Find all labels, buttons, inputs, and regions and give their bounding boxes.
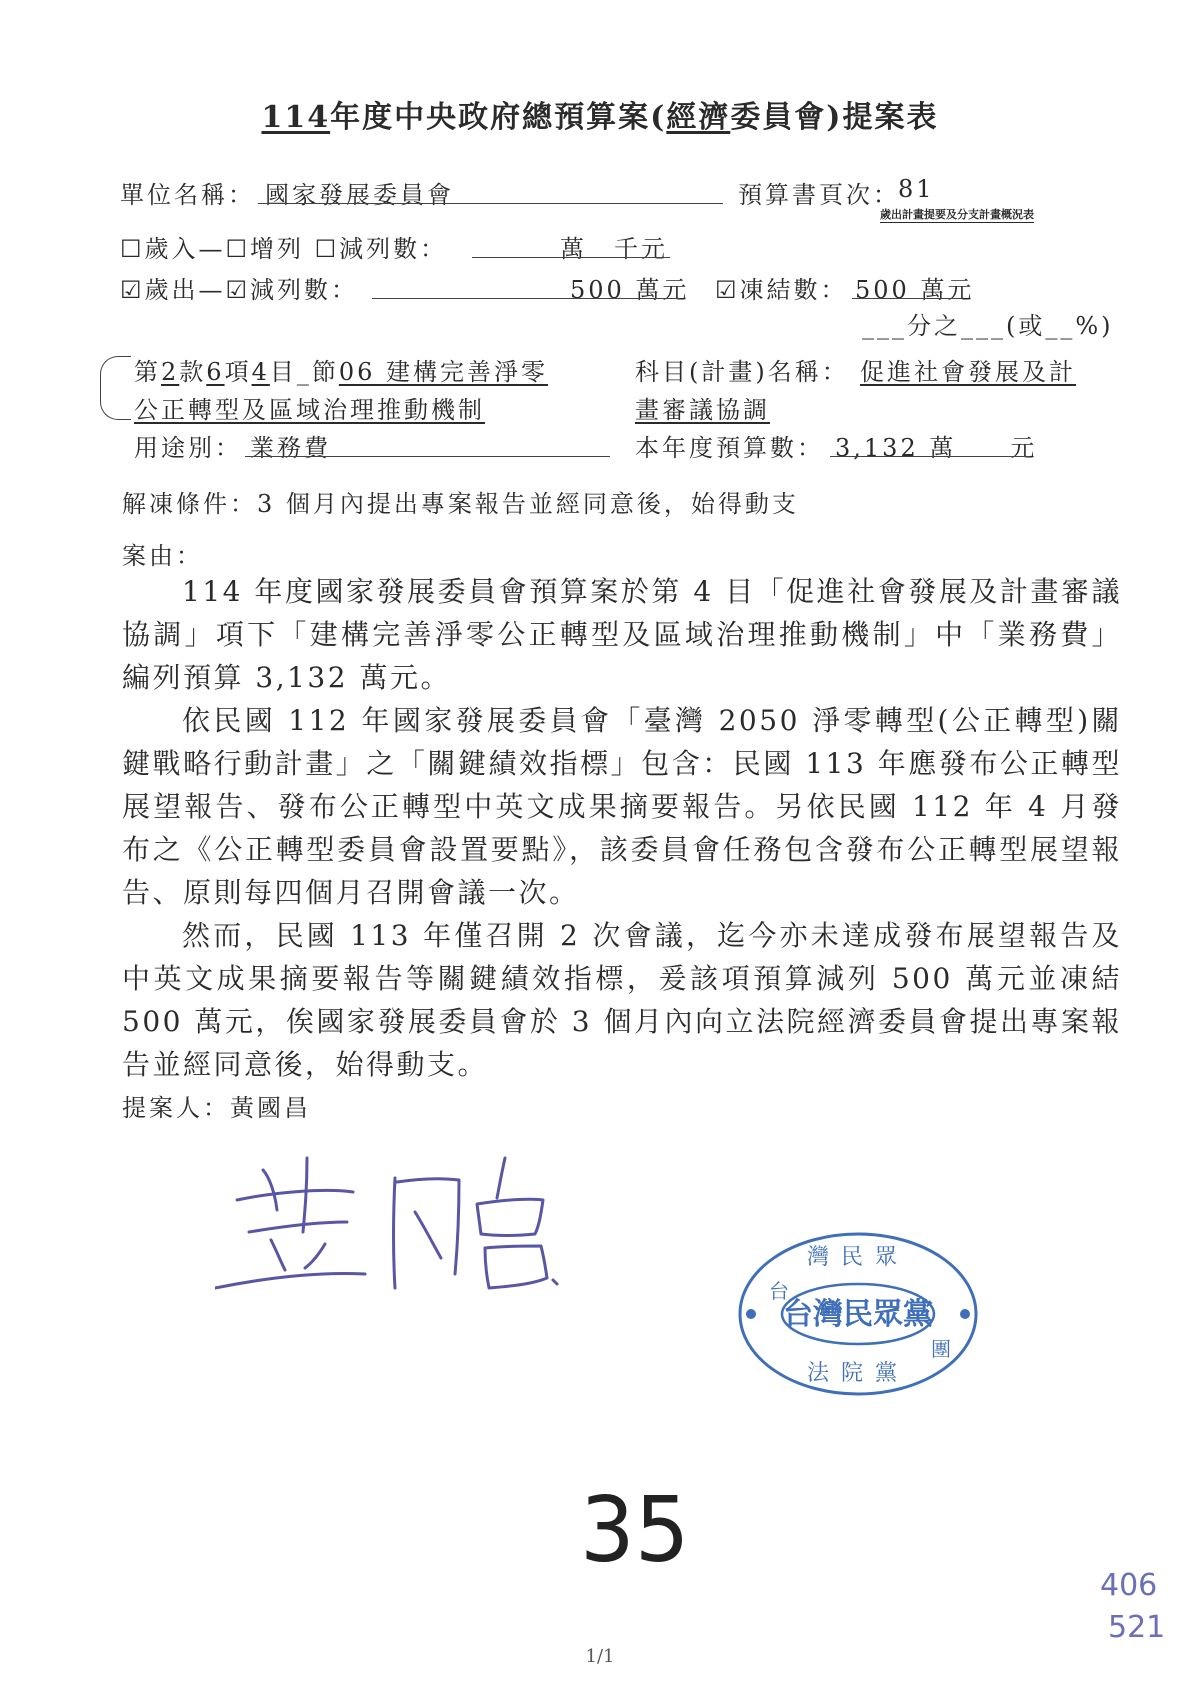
freeze-amount: 500 萬元: [855, 276, 975, 304]
budget-page-label: 預算書頁次：: [738, 181, 900, 209]
title-part2: 委員會)提案表: [730, 100, 939, 135]
stamp-top-text: 灣民眾: [806, 1245, 910, 1270]
item-line-1: 第2款6項4目_節06 建構完善淨零: [134, 358, 549, 386]
reason-label: 案由：: [122, 542, 203, 570]
usage-underline: [245, 456, 610, 457]
budget-page-value: 81: [898, 175, 935, 203]
signature: [215, 1148, 575, 1298]
subject-line-1: 促進社會發展及計: [860, 358, 1076, 386]
margin-note-1: 406: [1100, 1568, 1158, 1603]
unfreeze-condition: 解凍條件：3 個月內提出專案報告並經同意後，始得動支: [122, 490, 799, 518]
title-year: 114: [261, 100, 331, 135]
paragraph-1: 114 年度國家發展委員會預算案於第 4 目「促進社會發展及計畫審議協調」項下「建構完善淨零公正轉型及區域治理推動機制」中「業務費」編列預算 3,132 萬元。: [122, 575, 1122, 694]
bracket-mark: [100, 356, 131, 420]
fraction-row: ___分之___(或__%): [862, 312, 1114, 340]
budget-underline: [830, 456, 1030, 457]
budget-value: 3,132 萬 元: [835, 434, 1038, 462]
paragraph-3: 然而，民國 113 年僅召開 2 次會議，迄今亦未達成發布展望報告及中英文成果摘要報告等關鍵績效指標，爰該項預算減列 500 萬元並凍結 500 萬元，俟國家發展委員會於 3 個月內向立法院經濟委員會提出專案報告並經同意後，始得動支。: [122, 919, 1122, 1081]
stamp-left-text: 台: [769, 1279, 789, 1303]
page-footer: 1/1: [585, 1646, 615, 1667]
page-title: [0, 92, 1200, 136]
stamp-center-text: 台灣民眾黨: [783, 1297, 933, 1332]
usage-label: 用途別：: [134, 434, 242, 462]
unit-label: 單位名稱：: [120, 181, 255, 209]
unit-value: 國家發展委員會: [265, 181, 454, 209]
title-committee: 經濟: [666, 100, 731, 135]
handwritten-number: 35: [580, 1477, 690, 1583]
freeze-underline: [852, 298, 962, 299]
proposer-name: 黃國昌: [230, 1094, 311, 1122]
proposer: [122, 1088, 311, 1123]
title-part1: 年度中央政府總預算案(: [330, 100, 667, 135]
expense-amount: 500 萬元: [570, 276, 690, 304]
reason-body: [122, 570, 1122, 1086]
usage-value: 業務費: [250, 434, 331, 462]
budget-page-note: 歲出計畫提要及分支計畫概況表: [880, 208, 1034, 221]
freeze-label: ☑凍結數：: [715, 276, 848, 304]
revenue-row-text: ☐歲入—☐增列 ☐減列數：: [120, 235, 448, 263]
revenue-underline: [472, 257, 670, 258]
expense-underline: [372, 298, 680, 299]
budget-label: 本年度預算數：: [635, 434, 824, 462]
revenue-amount: 萬 千元: [560, 235, 668, 263]
proposer-label: 提案人：: [122, 1094, 230, 1122]
expense-row-text: ☑歲出—☑減列數：: [120, 276, 359, 304]
item-line-2: 公正轉型及區域治理推動機制: [134, 396, 485, 424]
unit-underline: [258, 203, 723, 204]
subject-label: 科目(計畫)名稱：: [635, 358, 849, 386]
paragraph-2: 依民國 112 年國家發展委員會「臺灣 2050 淨零轉型(公正轉型)關鍵戰略行動計畫」之「關鍵績效指標」包含：民國 113 年應發布公正轉型展望報告、發布公正轉型中英文成果摘要報告。另依民國 112 年 4 月發布之《公正轉型委員會設置要點》，該委員會任務包含發布公正轉型展望報告、原則每四個月召開會議一次。: [122, 704, 1122, 909]
stamp-right-text: 團: [931, 1337, 951, 1361]
party-stamp: [735, 1228, 981, 1400]
subject-line-2: 畫審議協調: [635, 396, 770, 424]
stamp-bottom-text: 法院黨: [806, 1361, 910, 1386]
margin-note-2: 521: [1108, 1610, 1166, 1645]
